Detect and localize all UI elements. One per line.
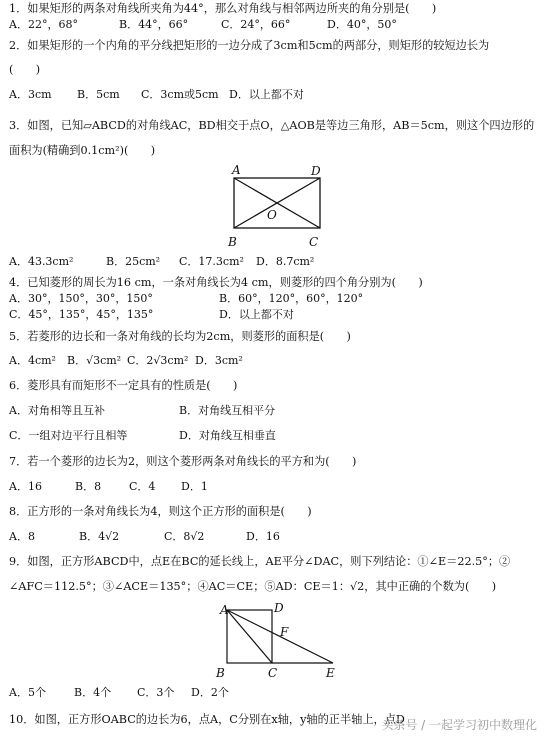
q7-option-a: A．16 bbox=[9, 480, 42, 493]
q1-option-d: D．40°，50° bbox=[327, 18, 397, 31]
q3-option-d: D．8.7cm² bbox=[256, 255, 315, 268]
q3-figure bbox=[222, 162, 332, 248]
q2-option-d: D．以上都不对 bbox=[229, 88, 304, 101]
q1-options bbox=[9, 18, 539, 32]
q5-options bbox=[9, 354, 539, 368]
q8-option-c: C．8√2 bbox=[164, 530, 205, 543]
q9-figure bbox=[210, 600, 350, 680]
q4-options-row2 bbox=[9, 308, 539, 322]
q6-option-b: B．对角线互相平分 bbox=[179, 404, 276, 417]
q2-option-b: B．5cm bbox=[77, 88, 120, 101]
q6-options-row2 bbox=[9, 429, 539, 443]
q9-option-b: B．4个 bbox=[74, 686, 112, 699]
q9-label-c: C bbox=[268, 666, 278, 680]
q6-stem: 6．菱形具有而矩形不一定具有的性质是( ) bbox=[9, 379, 238, 392]
q9-label-b: B bbox=[216, 666, 225, 680]
q6-option-d: D．对角线互相垂直 bbox=[179, 429, 276, 442]
q5-option-b: B．√3cm² bbox=[67, 354, 122, 367]
q7-stem: 7．若一个菱形的边长为2，则这个菱形两条对角线长的平方和为( ) bbox=[9, 455, 357, 468]
q6-options-row1 bbox=[9, 404, 539, 418]
q9-options bbox=[9, 686, 539, 700]
q3-option-b: B．25cm² bbox=[106, 255, 161, 268]
q3-stem-line1: 3．如图，已知▱ABCD的对角线AC，BD相交于点O，△AOB是等边三角形，AB＝5cm，则这个四边形的 bbox=[9, 119, 535, 132]
q2-stem-line1: 2．如果矩形的一个内角的平分线把矩形的一边分成了3cm和5cm的两部分，则矩形的较短边长为 bbox=[9, 39, 490, 52]
q4-stem: 4．已知菱形的周长为16 cm，一条对角线长为4 cm，则菱形的四个角分别为( ) bbox=[9, 276, 423, 289]
q8-option-d: D．16 bbox=[246, 530, 280, 543]
q1-option-b: B．44°，66° bbox=[119, 18, 189, 31]
q5-option-c: C．2√3cm² bbox=[127, 354, 189, 367]
q6-option-a: A．对角相等且互补 bbox=[9, 404, 105, 417]
q9-label-f: F bbox=[280, 625, 289, 639]
q4-option-b: B．60°，120°，60°，120° bbox=[219, 292, 364, 305]
q9-label-d: D bbox=[274, 601, 284, 615]
q5-stem: 5．若菱形的边长和一条对角线的长均为2cm，则菱形的面积是( ) bbox=[9, 330, 351, 343]
q5-option-d: D．3cm² bbox=[195, 354, 243, 367]
q3-label-c: C bbox=[309, 235, 319, 248]
q6-option-c: C．一组对边平行且相等 bbox=[9, 429, 128, 442]
q7-option-b: B．8 bbox=[75, 480, 102, 493]
q9-label-a: A bbox=[220, 603, 229, 617]
q3-stem-line2: 面积为(精确到0.1cm²)( ) bbox=[9, 144, 156, 157]
q9-stem-line1: 9．如图，正方形ABCD中，点E在BC的延长线上，AE平分∠DAC，则下列结论：①∠E＝22.5°；② bbox=[9, 555, 511, 568]
q4-option-a: A．30°，150°，30°，150° bbox=[9, 292, 153, 305]
q2-option-c: C．3cm或5cm bbox=[141, 88, 219, 101]
q10-stem: 10．如图，正方形OABC的边长为6，点A，C分别在x轴，y轴的正半轴上，点D bbox=[9, 713, 405, 726]
q9-stem-line2: ∠AFC＝112.5°；③∠ACE＝135°；④AC＝CE；⑤AD：CE＝1：√2，其中正确的个数为( ) bbox=[9, 580, 497, 593]
q3-label-o: O bbox=[267, 208, 277, 222]
q1-option-c: C．24°，66° bbox=[221, 18, 291, 31]
q9-option-a: A．5个 bbox=[9, 686, 46, 699]
q7-options bbox=[9, 480, 539, 494]
q1-stem: 1．如果矩形的两条对角线所夹角为44°，那么对角线与相邻两边所夹的角分别是( ) bbox=[9, 2, 437, 15]
q3-label-a: A bbox=[232, 163, 241, 177]
q7-option-c: C．4 bbox=[129, 480, 156, 493]
q3-option-a: A．43.3cm² bbox=[9, 255, 74, 268]
q4-option-d: D．以上都不对 bbox=[219, 308, 294, 321]
q8-stem: 8．正方形的一条对角线长为4，则这个正方形的面积是( ) bbox=[9, 505, 312, 518]
q9-diagonal-ac bbox=[227, 610, 272, 663]
q8-option-b: B．4√2 bbox=[79, 530, 120, 543]
q1-option-a: A．22°，68° bbox=[9, 18, 78, 31]
q2-stem-line2: ( ) bbox=[9, 63, 41, 76]
q9-label-e: E bbox=[326, 666, 335, 680]
q3-label-b: B bbox=[228, 235, 237, 248]
q7-option-d: D．1 bbox=[181, 480, 208, 493]
q4-option-c: C．45°，135°，45°，135° bbox=[9, 308, 154, 321]
q8-options bbox=[9, 530, 539, 544]
q4-options-row1 bbox=[9, 292, 539, 306]
q5-option-a: A．4cm² bbox=[9, 354, 56, 367]
q2-options bbox=[9, 88, 539, 102]
q2-option-a: A．3cm bbox=[9, 88, 52, 101]
q9-option-d: D．2个 bbox=[191, 686, 229, 699]
q3-label-d: D bbox=[311, 164, 321, 178]
q3-option-c: C．17.3cm² bbox=[179, 255, 244, 268]
q9-option-c: C．3个 bbox=[137, 686, 175, 699]
watermark: 头条号 / 一起学习初中数理化 bbox=[381, 718, 537, 732]
q8-option-a: A．8 bbox=[9, 530, 35, 543]
q3-options bbox=[9, 255, 539, 269]
